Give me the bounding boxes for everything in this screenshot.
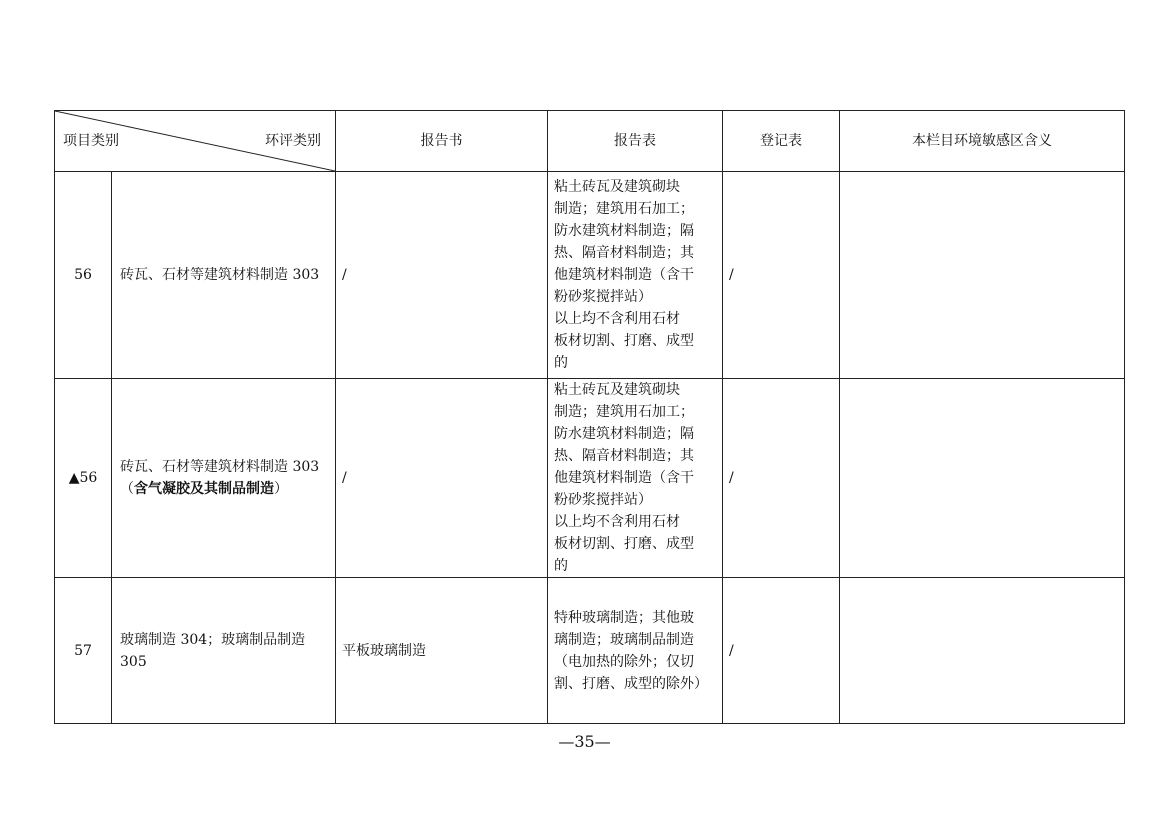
report-form-line: 粘土砖瓦及建筑砌块 — [554, 179, 680, 195]
table-row — [55, 379, 1125, 578]
row-registration: / — [723, 172, 840, 379]
report-form-line: 制造；建筑用石加工； — [554, 201, 694, 217]
report-form-line: 制造；建筑用石加工； — [554, 404, 694, 420]
report-form-line: 板材切割、打磨、成型 — [554, 536, 694, 552]
header-eia-category: 环评类别 — [265, 133, 321, 149]
report-form-line: 粘土砖瓦及建筑砌块 — [554, 382, 680, 398]
page-number: —35— — [558, 732, 611, 751]
report-form-line: 他建筑材料制造（含干 — [554, 267, 694, 283]
report-form-line: 粉砂浆搅拌站） — [554, 492, 652, 508]
table-row — [55, 172, 1125, 379]
report-form-line: 粉砂浆搅拌站） — [554, 289, 652, 305]
row-sensitive-area — [840, 379, 1125, 578]
row-sensitive-area — [840, 578, 1125, 724]
classification-table — [54, 110, 1125, 724]
report-form-line: 热、隔音材料制造；其 — [554, 448, 694, 464]
project-name-text: 砖瓦、石材等建筑材料制造 303（ — [120, 459, 320, 497]
row-project-name: 砖瓦、石材等建筑材料制造 303 — [112, 172, 336, 379]
header-diagonal-cell — [55, 111, 336, 172]
report-form-line: 防水建筑材料制造；隔 — [554, 426, 694, 442]
report-form-line: 的 — [554, 355, 568, 371]
row-number: 57 — [55, 578, 112, 724]
document-page — [54, 110, 1125, 724]
report-form-line: 热、隔音材料制造；其 — [554, 245, 694, 261]
row-report-form — [548, 379, 723, 578]
row-project-name — [112, 379, 336, 578]
table-row — [55, 578, 1125, 724]
report-form-line: 璃制造；玻璃制品制造 — [554, 631, 694, 648]
row-number: ▲56 — [55, 379, 112, 578]
table-header-row — [55, 111, 1125, 172]
header-sensitive-area: 本栏目环境敏感区含义 — [840, 111, 1125, 172]
row-registration: / — [723, 379, 840, 578]
report-form-line: 割、打磨、成型的除外） — [554, 675, 708, 692]
report-form-line: （电加热的除外；仅切 — [554, 653, 694, 670]
row-sensitive-area — [840, 172, 1125, 379]
header-project-category: 项目类别 — [63, 133, 119, 149]
row-report-book: / — [336, 379, 548, 578]
row-report-book: / — [336, 172, 548, 379]
report-form-line: 以上均不含利用石材 — [554, 311, 680, 327]
report-form-line: 防水建筑材料制造；隔 — [554, 223, 694, 239]
row-project-name: 玻璃制造 304；玻璃制品制造 305 — [112, 578, 336, 724]
row-report-form — [548, 578, 723, 724]
report-form-line: 的 — [554, 558, 568, 574]
row-report-form — [548, 172, 723, 379]
row-number: 56 — [55, 172, 112, 379]
header-registration: 登记表 — [723, 111, 840, 172]
project-name-bold-text: 含气凝胶及其制品制造 — [134, 481, 274, 497]
report-form-line: 板材切割、打磨、成型 — [554, 333, 694, 349]
report-form-line: 特种玻璃制造；其他玻 — [554, 609, 694, 626]
project-name-suffix: ） — [274, 481, 288, 497]
report-form-line: 以上均不含利用石材 — [554, 514, 680, 530]
header-report-book: 报告书 — [336, 111, 548, 172]
row-report-book: 平板玻璃制造 — [336, 578, 548, 724]
row-registration: / — [723, 578, 840, 724]
header-report-form: 报告表 — [548, 111, 723, 172]
report-form-line: 他建筑材料制造（含干 — [554, 470, 694, 486]
